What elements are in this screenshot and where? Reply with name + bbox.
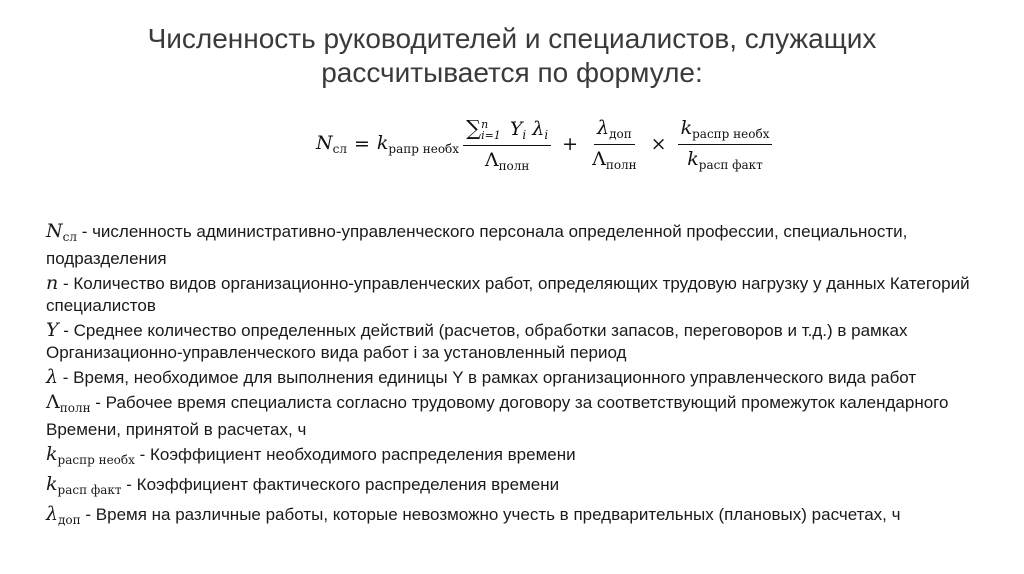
formula-coefficient: $k_{рапр необх}$ <box>376 132 460 156</box>
ratio-numerator: $k_{распр необх}$ <box>678 117 773 145</box>
formula <box>316 112 776 176</box>
sum-numerator: ∑ n i=1 $Y_i$ $\lambda_i$ <box>463 116 551 146</box>
formula-fraction-ratio <box>678 117 773 172</box>
sum-limits: n i=1 <box>481 117 501 142</box>
definition-item <box>46 366 996 389</box>
definition-item <box>46 391 996 441</box>
definition-item <box>46 272 996 317</box>
formula-fraction-sum <box>463 116 551 173</box>
definition-item <box>46 443 996 471</box>
def-symbol: Y <box>46 319 59 341</box>
def-text: - Среднее количество определенных действий (расчетов, обработки запасов, переговоров и т.д.) в рамках Организационно-управленческого вида работ i за установленный период <box>46 321 908 362</box>
definition-item <box>46 220 996 270</box>
def-symbol: $\lambda_{доп}$ <box>46 503 81 527</box>
def-symbol: n <box>46 272 59 294</box>
def-symbol: $\Lambda_{полн}$ <box>46 391 91 415</box>
sum-denominator: $\Lambda_{полн}$ <box>484 148 530 173</box>
ratio-denominator: $k_{расп факт}$ <box>687 147 763 172</box>
def-text: - Коэффициент фактического распределения времени <box>121 475 560 494</box>
formula-times: × <box>650 133 667 155</box>
def-symbol: $k_{расп факт}$ <box>46 473 122 497</box>
formula-lhs: $N_{сл}$ <box>316 132 347 156</box>
def-text: - Время на различные работы, которые невозможно учесть в предварительных (плановых) расчетах, ч <box>80 505 901 524</box>
definition-item <box>46 503 996 531</box>
def-text: - Количество видов организационно-управленческих работ, определяющих трудовую нагрузку у данных Категорий специалистов <box>46 274 970 315</box>
def-symbol: $N_{сл}$ <box>46 220 77 244</box>
def-symbol: $k_{распр необх}$ <box>46 443 135 467</box>
def-symbol: λ <box>46 366 59 388</box>
title-line-1: Численность руководителей и специалистов, служащих <box>147 23 877 54</box>
def-text: - Коэффициент необходимого распределения времени <box>134 445 576 464</box>
definition-item <box>46 319 996 364</box>
def-text: - Рабочее время специалиста согласно трудовому договору за соответствующий промежуток календарного Времени, принятой в расчетах, ч <box>46 393 949 439</box>
title-line-2: рассчитывается по формуле: <box>321 57 703 88</box>
slide-title <box>0 22 1024 90</box>
sigma-symbol: ∑ <box>466 115 482 140</box>
extra-numerator: $\lambda_{доп}$ <box>594 117 635 145</box>
def-text: - Время, необходимое для выполнения единицы Y в рамках организационного управленческого вида работ <box>58 368 917 387</box>
extra-denominator: $\Lambda_{полн}$ <box>592 147 637 172</box>
formula-equals: = <box>353 133 370 155</box>
formula-fraction-extra <box>589 117 640 172</box>
def-text: - численность административно-управленческого персонала определенной профессии, специальности, подразделения <box>46 222 908 268</box>
definition-item <box>46 473 996 501</box>
definitions-list <box>46 220 996 533</box>
formula-plus: + <box>562 133 579 155</box>
